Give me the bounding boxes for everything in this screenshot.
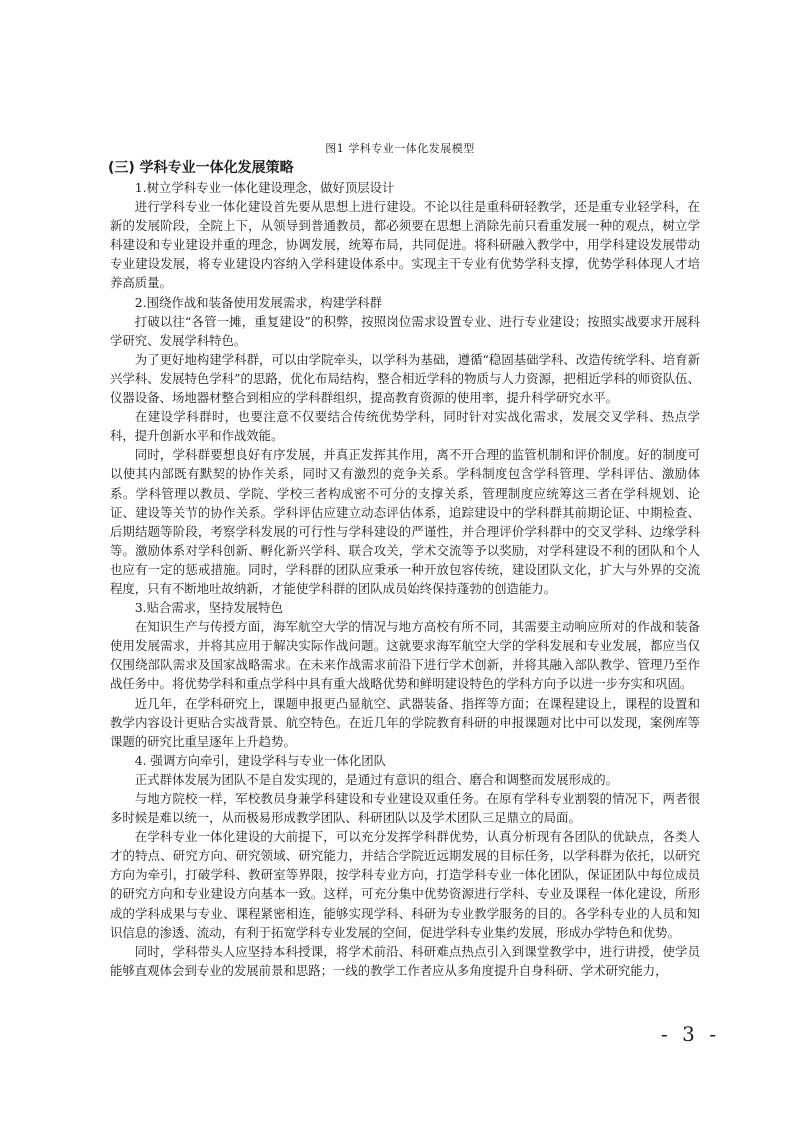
paragraph: 在建设学科群时，也要注意不仅要结合传统优势学科，同时针对实战化需求，发展交叉学科、热点学科，提升创新水平和作战效能。 bbox=[110, 409, 700, 444]
subheading-1: 1.树立学科专业一体化建设理念，做好顶层设计 bbox=[134, 180, 395, 195]
paragraph: 打破以往“各管一摊，重复建设”的积弊，按照岗位需求设置专业、进行专业建设；按照实战要求开展科学研究、发展学科特色。 bbox=[110, 313, 700, 348]
paragraph: 与地方院校一样，军校教员身兼学科建设和专业建设双重任务。在原有学科专业割裂的情况下，两者很多时候是难以统一，从而极易形成教学团队、科研团队以及学术团队三足鼎立的局面。 bbox=[110, 791, 700, 826]
paragraph: 为了更好地构建学科群，可以由学院牵头，以学科为基础，遵循“稳固基础学科、改造传统学科、培育新兴学科、发展特色学科”的思路，优化布局结构，整合相近学科的物质与人力资源，把相近学科的师资队伍、仪器设备、场地器材整合到相应的学科群组织，提高教育资源的使用率，提升科学研究水平。 bbox=[110, 351, 700, 406]
body-text bbox=[110, 158, 700, 980]
page-number: - 3 - bbox=[661, 1022, 720, 1046]
subheading-3: 3.贴合需求，坚持发展特色 bbox=[134, 600, 283, 616]
paragraph: 进行学科专业一体化建设首先要从思想上进行建设。不论以往是重科研轻教学，还是重专业轻学科，在新的发展阶段，全院上下，从领导到普通教员，都必须要在思想上消除先前只看重发展一种的观点，树立学科建设和专业建设并重的理念，协调发展，统筹布局，共同促进。将科研融入教学中，用学科建设发展带动专业建设发展，将专业建设内容纳入学科建设体系中。实现主干专业有优势学科支撑，优势学科体现人才培养高质量。 bbox=[110, 199, 700, 291]
paragraph: 同时，学科群要想良好有序发展，并真正发挥其作用，离不开合理的监管机制和评价制度。好的制度可以使其内部既有默契的协作关系，同时又有激烈的竞争关系。学科制度包含学科管理、学科评估、激励体系。学科管理以教员、学院、学校三者构成密不可分的支撑关系，管理制度应统筹这三者在学科规划、论证、建设等关节的协作关系。学科评估应建立动态评估体系，追踪建设中的学科群其前期论证、中期检查、后期结题等阶段，考察学科发展的可行性与学科建设的严谨性，并合理评价学科群中的交叉学科、边缘学科等。激励体系对学科创新、孵化新兴学科、联合攻关，学术交流等予以奖励，对学科建设不利的团队和个人也应有一定的惩戒措施。同时，学科群的团队应秉承一种开放包容传统，建设团队文化，扩大与外界的交流程度，只有不断地吐故纳新，才能使学科群的团队成员始终保持蓬勃的创造能力。 bbox=[110, 447, 700, 596]
subheading-4: 4. 强调方向牵引，建设学科与专业一体化团队 bbox=[134, 752, 386, 768]
paragraph: 在知识生产与传授方面，海军航空大学的情况与地方高校有所不同，其需要主动响应所对的作战和装备使用发展需求，并将其应用于解决实际作战问题。这就要求海军航空大学的学科发展和专业发展，都应当仅仅围绕部队需求及国家战略需求。在未来作战需求前沿下进行学术创新，并将其融入部队教学、管理乃至作战任务中。将优势学科和重点学科中具有重大战略优势和鲜明建设特色的学科方向予以进一步夯实和巩固。 bbox=[110, 619, 700, 692]
figure-caption: 图1 学科专业一体化发展模型 bbox=[325, 142, 475, 155]
paragraph: 近几年，在学科研究上，课题申报更凸显航空、武器装备、指挥等方面；在课程建设上，课程的设置和教学内容设计更贴合实战背景、航空特色。在近几年的学院教育科研的申报课题对比中可以发现，案例库等课题的研究比重呈逐年上升趋势。 bbox=[110, 695, 700, 749]
section-heading: (三) 学科专业一体化发展策略 bbox=[108, 160, 294, 176]
paragraph: 在学科专业一体化建设的大前提下，可以充分发挥学科群优势，认真分析现有各团队的优缺点，各类人才的特点、研究方向、研究领域、研究能力，并结合学院近远期发展的目标任务，以学科群为依托，以研究方向为牵引，打破学科、教研室等界限，按学科专业方向，打造学科专业一体化团队，保证团队中每位成员的研究方向和专业建设方向基本一致。这样，可充分集中优势资源进行学科、专业及课程一体化建设，所形成的学科成果与专业、课程紧密相连，能够实现学科、科研为专业教学服务的目的。各学科专业的人员和知识信息的渗透、流动，有利于拓宽学科专业发展的空间，促进学科专业集约发展，形成办学特色和优势。 bbox=[110, 829, 700, 940]
subheading-2: 2.围绕作战和装备使用发展需求，构建学科群 bbox=[134, 294, 383, 310]
paragraph: 同时，学科带头人应坚持本科授课，将学术前沿、科研难点热点引入到课堂教学中，进行讲授，使学员能够直观体会到专业的发展前景和思路；一线的教学工作者应从多角度提升自身科研、学术研究能力， bbox=[110, 943, 700, 978]
paragraph: 正式群体发展为团队不是自发实现的，是通过有意识的组合、磨合和调整而发展形成的。 bbox=[134, 771, 619, 787]
